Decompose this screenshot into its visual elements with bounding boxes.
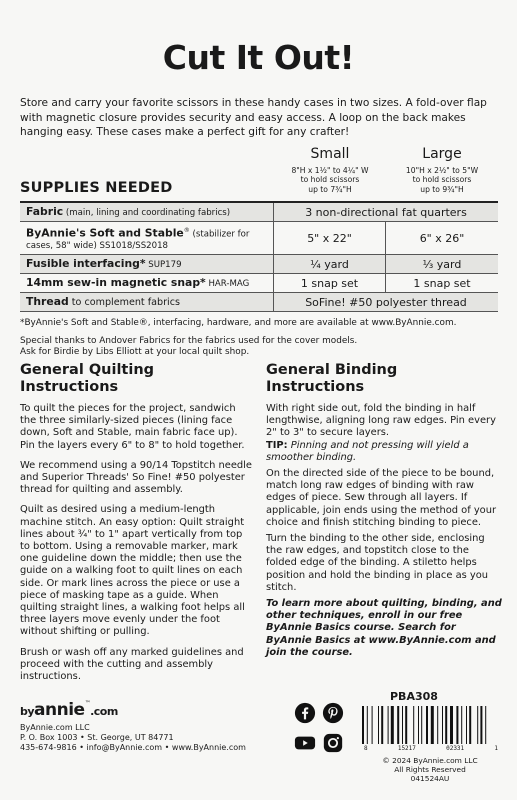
barcode-bar (437, 706, 438, 744)
table-row: 14mm sew-in magnetic snap* HAR-MAG 1 snap set 1 snap set (20, 274, 498, 293)
barcode-bar (378, 706, 379, 744)
pinterest-icon[interactable] (322, 702, 344, 724)
barcode-bar (418, 706, 419, 744)
page-title: Cut It Out! (162, 38, 355, 77)
supplies-notes: *ByAnnie's Soft and Stable®, interfacing, hardware, and more are available at www.ByAnnie.com. Special thanks to Andover Fabrics for the fabrics used for the cover models. Ask for Birdie by Libs Elliott at your local quilt shop. (20, 318, 457, 357)
barcode-bar (477, 706, 478, 744)
barcode-digits: 8 15217 02331 1 (364, 745, 498, 752)
barcode-bar (413, 706, 414, 744)
barcode-bar (466, 706, 467, 744)
size-large-desc: 10"H x 2½" to 5"W to hold scissors up to 9¾"H (405, 166, 479, 194)
upc-barcode (360, 706, 500, 746)
intro-paragraph: Store and carry your favorite scissors in these handy cases in two sizes. A fold-over flap with magnetic closure provides security and easy access. A loop on the back makes hanging easy. These cases make a perfect gift for any crafter! (20, 97, 487, 139)
quilting-title: General Quilting Instructions (20, 362, 155, 395)
company-address: ByAnnie.com LLC P. O. Box 1003 • St. George, UT 84771 435-674-9816 • info@ByAnnie.com • www.ByAnnie.com (20, 723, 246, 752)
barcode-bar (367, 706, 368, 744)
barcode-bar (397, 706, 399, 744)
table-row: Thread to complement fabrics SoFine! #50 polyester thread (20, 293, 498, 312)
barcode-bar (450, 706, 453, 744)
barcode-bar (362, 706, 364, 744)
supplies-table (20, 201, 498, 312)
quilting-instructions: To quilt the pieces for the project, sandwich the three similarly-sized pieces (lining face down, Soft and Stable, main fabric face up). Pin the layers every 6" to 8" to hold together. We recommend using a 90/14 Topstitch needle and Superior Threads' So Fine! #50 polyester thread for quilting and assembly. Quilt as desired using a medium-length machine stitch. An easy option: Quilt straight lines about ¾" to 1" apart vertically from top to bottom. Using a removable marker, mark one guideline down the middle; then use the guide on a walking foot to quilt lines on each side. Or mark lines across the piece or use a piece of masking tape as a guide. When quilting straight lines, a walking foot helps all three layers move evenly under the foot without shifting or pulling. Brush or wash off any marked guidelines and proceed with the cutting and assembly instructions. (20, 403, 252, 683)
barcode-bar (469, 706, 471, 744)
product-code: PBA308 (390, 690, 438, 703)
barcode-bar (388, 706, 389, 744)
barcode-bar (391, 706, 394, 744)
size-small-desc: 8"H x 1½" to 4¼" W to hold scissors up to 7¾"H (291, 166, 369, 194)
tip-text: TIP: Pinning and not pressing will yield a smoother binding. (266, 439, 469, 463)
size-small-label: Small (310, 146, 350, 162)
binding-instructions: With right side out, fold the binding in half lengthwise, aligning long raw edges. Pin every 2" to 3" to secure layers. TIP: Pinning and not pressing will yield a smoother binding. On the directed side of the piece to be bound, match long raw edges of binding with raw edges of piece. Sew through all layers. If applicable, join ends using the method of your choice and finish stitching binding to piece. Turn the binding to the other side, enclosing the raw edges, and topstitch close to the folded edge of the binding. A stiletto helps position and hold the binding in place as you stitch. To learn more about quilting, binding, and other techniques, enroll in our free ByAnnie Basics course. Search for ByAnnie Basics at www.ByAnnie.com and join the course. (266, 403, 502, 658)
youtube-icon[interactable] (294, 732, 316, 754)
table-row: Fusible interfacing* SUP179 ¼ yard ⅓ yard (20, 255, 498, 274)
size-large-label: Large (422, 146, 462, 162)
barcode-bar (381, 706, 383, 744)
facebook-icon[interactable] (294, 702, 316, 724)
barcode-bar (426, 706, 428, 744)
byannie-logo: byannie™.com (20, 700, 118, 720)
supplies-heading: SUPPLIES NEEDED (20, 180, 173, 196)
barcode-bar (480, 706, 482, 744)
barcode-bar (485, 706, 486, 744)
table-row: ByAnnie's Soft and Stable® (stabilizer for cases, 58" wide) SS1018/SS2018 5" x 22" 6" x 26" (20, 222, 498, 255)
barcode-bar (372, 706, 373, 744)
barcode-bar (421, 706, 422, 744)
table-row: Fabric (main, lining and coordinating fabrics) 3 non-directional fat quarters (20, 203, 498, 222)
instagram-icon[interactable] (322, 732, 344, 754)
barcode-bar (461, 706, 462, 744)
barcode-bar (445, 706, 447, 744)
barcode-bar (442, 706, 443, 744)
binding-title: General Binding Instructions (266, 362, 398, 395)
barcode-bar (402, 706, 403, 744)
barcode-bar (405, 706, 407, 744)
copyright-block: © 2024 ByAnnie.com LLC All Rights Reserved 041524AU (382, 756, 478, 784)
barcode-bar (431, 706, 434, 744)
barcode-bar (456, 706, 458, 744)
